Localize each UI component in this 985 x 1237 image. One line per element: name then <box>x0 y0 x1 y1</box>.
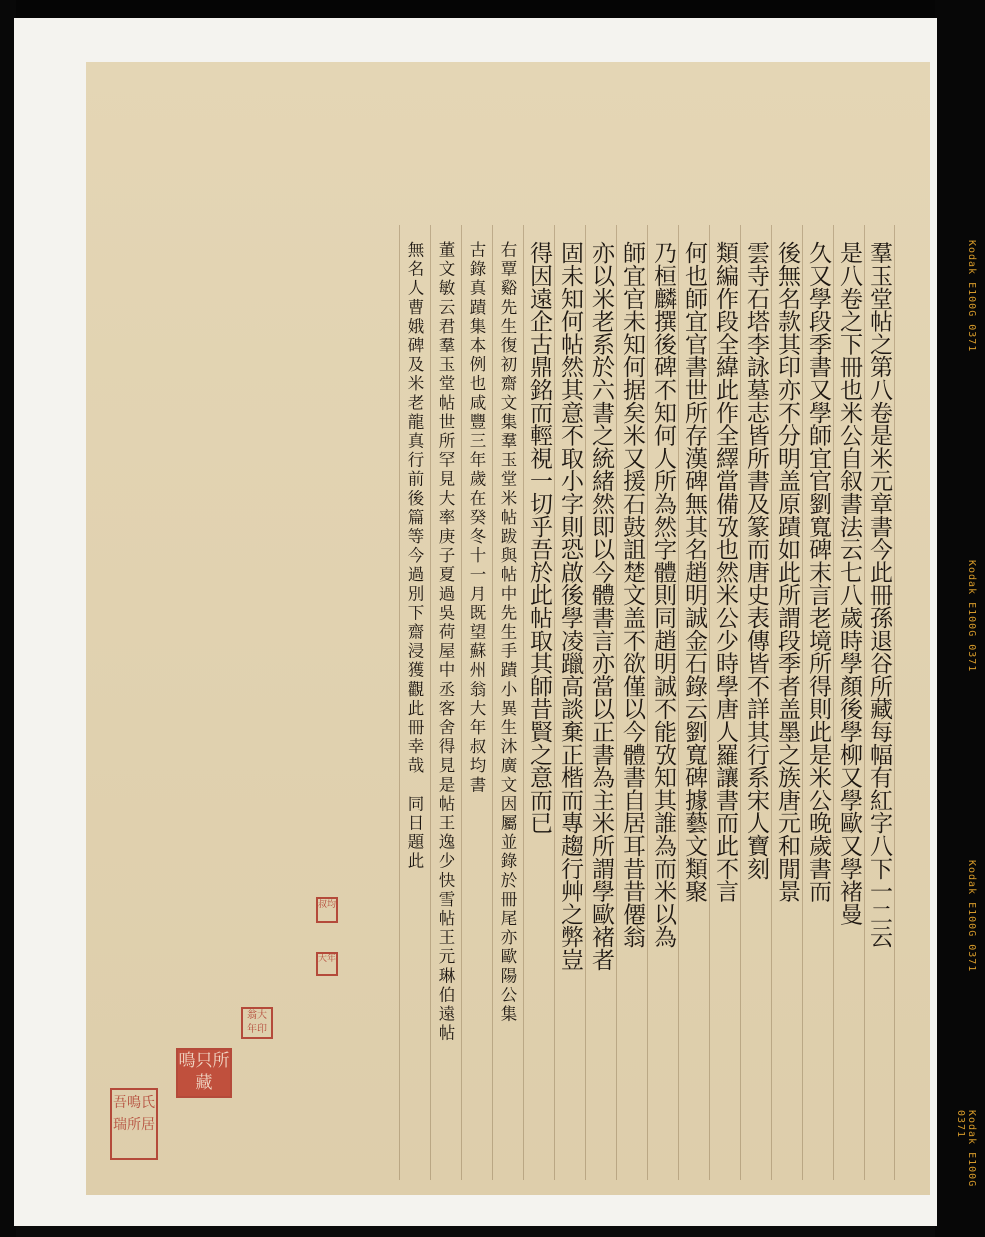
film-edge-label: Kodak E100G 0371 <box>966 240 977 353</box>
seal-author: 翁大年印 <box>241 1007 273 1039</box>
text-column-5: 雲寺石塔李詠墓志皆所書及篆而唐史表傳皆不詳其行系宋人寶刻 <box>740 225 771 1180</box>
text-column-11: 固未知何帖然其意不取小字則恐啟後學凌躐高談棄正楷而專趨行艸之弊豈 <box>554 225 585 1180</box>
text-column-8: 乃桓麟撰後碑不知何人所為然字體則同趙明誠不能攷知其誰為而米以為 <box>647 225 678 1180</box>
colophon-column-1: 右覃谿先生復初齋文集羣玉堂米帖跋與帖中先生手蹟小異生沐廣文因屬並錄於冊尾亦歐陽公集 <box>492 225 523 1180</box>
text-column-6: 類編作段全緯此作全繹當備攷也然米公少時學唐人羅讓書而此不言 <box>709 225 740 1180</box>
text-column-12: 得因遠企古鼎銘而輕視一切乎吾於此帖取其師昔賢之意而已 <box>523 225 554 1180</box>
text-column-1: 羣玉堂帖之第八卷是米元章書今此冊孫退谷所藏每幅有紅字八下一二云 <box>864 225 895 1180</box>
calligraphy-sheet <box>86 62 930 1195</box>
film-edge-label: Kodak E100G 0371 <box>966 860 977 973</box>
colophon-column-2: 古錄真蹟集本例也咸豐三年歲在癸冬十一月既望蘇州翁大年叔均書 <box>461 225 492 1180</box>
text-column-9: 師宜官未知何据矣米又援石鼓詛楚文盖不欲僅以今體書自居耳昔昔僊翁 <box>616 225 647 1180</box>
film-right-edge <box>935 0 985 1237</box>
film-top-edge <box>0 0 985 20</box>
text-column-3: 久又學段季書又學師宜官劉寬碑末言老境所得則此是米公晚歲書而 <box>802 225 833 1180</box>
film-edge-label: Kodak E100G 0371 <box>955 1110 977 1188</box>
inscription-column-1: 董文敏云君羣玉堂帖世所罕見大率庚子夏過吳荷屋中丞客舍得見是帖王逸少快雪帖王元琳伯遠帖 <box>430 225 461 1180</box>
seal-collector-red: 鳴只所藏 <box>176 1048 232 1098</box>
film-edge-label: Kodak E100G 0371 <box>966 560 977 673</box>
seal-small-1: 叔均 <box>316 897 338 923</box>
text-column-2: 是八卷之下冊也米公自叙書法云七八歲時學顏後學柳又學歐又學褚曼 <box>833 225 864 1180</box>
text-column-10: 亦以米老系於六書之統緒然即以今體書言亦當以正書為主米所謂學歐褚者 <box>585 225 616 1180</box>
text-block <box>236 225 895 1190</box>
seal-collector-frame: 吾鳴氏瑞所居 <box>110 1088 158 1160</box>
inscription-column-2: 無名人曹娥碑及米老龍真行前後篇等今過別下齋浸獲觀此冊幸哉 同日題此 <box>399 225 430 1180</box>
seal-small-2: 大年 <box>316 952 338 976</box>
text-column-7: 何也師宜官書世所存漢碑無其名趙明誠金石錄云劉寬碑據藝文類聚 <box>678 225 709 1180</box>
text-column-4: 後無名款其印亦不分明盖原蹟如此所謂段季者盖墨之族唐元和閒景 <box>771 225 802 1180</box>
